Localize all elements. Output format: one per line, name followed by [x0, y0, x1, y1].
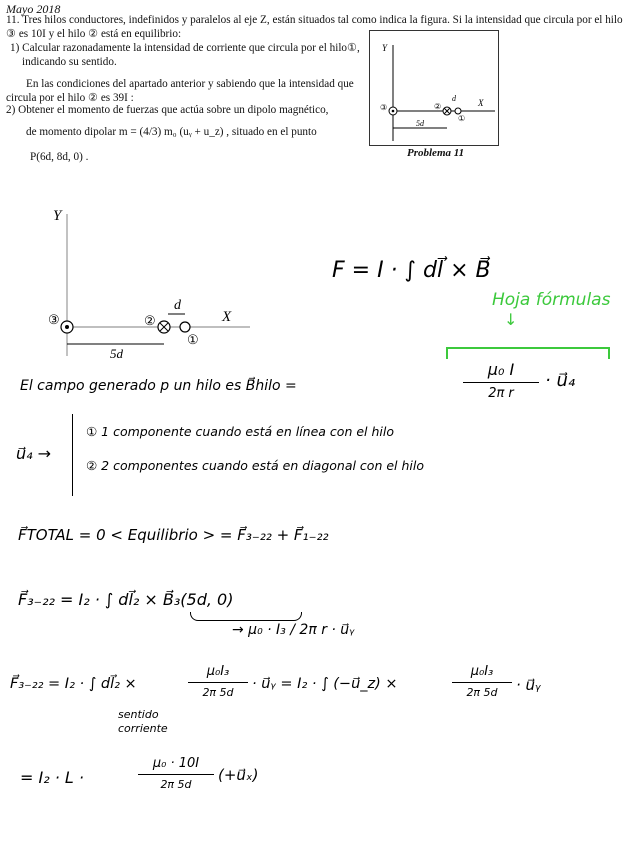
large-wire3-label: ③: [48, 312, 60, 327]
large-wire1-label: ①: [187, 332, 199, 347]
formula-sheet-bracket: [446, 347, 610, 359]
bhilo-intro: El campo generado p un hilo es B⃗hilo =: [20, 378, 297, 394]
small-y-label: Y: [382, 43, 388, 53]
f3b-fraction-bar: [188, 682, 248, 683]
large-d-label: d: [174, 298, 181, 313]
final-denominator: 2π 5d: [160, 778, 192, 791]
header-date: Mayo 2018: [6, 2, 61, 16]
u4-brace: [72, 414, 73, 496]
question-2-text-b: de momento dipolar m = (4/3) m₀ (uᵧ + u_z) , situado en el punto: [26, 126, 317, 138]
f3b-end: · u⃗ᵧ: [516, 676, 541, 694]
question-2-point: [30, 151, 390, 165]
question-1-text: 1) Calcular razonadamente la intensidad de corriente que circula por el hilo①, indicando su sentido.: [10, 42, 360, 68]
bhilo-numerator: μ₀ I: [487, 360, 515, 379]
f3b-numerator-2: μ₀I₃: [470, 664, 494, 679]
small-wire1-label: ①: [458, 114, 466, 123]
f3b-denominator-2: 2π 5d: [466, 686, 498, 699]
condition-text: En las condiciones del apartado anterior y sabiendo que la intensidad que circula por el hilo ② es 39I :: [6, 78, 354, 104]
large-wire3-dot: [65, 325, 69, 329]
large-figure-svg: [40, 198, 265, 358]
f3b-numerator: μ₀I₃: [206, 664, 230, 679]
final-numerator: μ₀ · 10I: [152, 756, 200, 771]
small-d-label: d: [452, 94, 456, 103]
problem-statement: [6, 14, 631, 41]
f3b-denominator: 2π 5d: [202, 686, 234, 699]
figure-caption: Problema 11: [407, 147, 465, 159]
f3-equation: F⃗₃₋₂₂ = I₂ · ∫ dl⃗₂ × B⃗₃(5d, 0): [18, 590, 234, 609]
u4-case-1: ① 1 componente cuando está en línea con el hilo: [86, 424, 395, 439]
f3b-middle: · u⃗ᵧ = I₂ · ∫ (−u⃗_z) ×: [252, 676, 398, 692]
f3b-left: F⃗₃₋₂₂ = I₂ · ∫ dl⃗₂ ×: [10, 676, 137, 692]
f3b-fraction-bar-2: [452, 682, 512, 683]
problem-figure-small: [369, 30, 499, 146]
f3-field-expression: → μ₀ · I₃ / 2π r · u⃗ᵧ: [232, 622, 355, 638]
large-y-label: Y: [53, 208, 62, 224]
bhilo-fraction-bar: [463, 382, 539, 383]
question-2-text-c: P(6d, 8d, 0) .: [30, 151, 89, 163]
large-wire1-marker: [180, 322, 190, 332]
f3-underbrace: [190, 612, 302, 621]
statement-text: 11. Tres hilos conductores, indefinidos y paralelos al eje Z, están situados tal como indica la figura. Si la intensidad que circula por el hilo ③ es 10I y el hilo ② está en equilibrio:: [6, 14, 623, 40]
small-wire2-label: ②: [434, 102, 442, 111]
condition-paragraph: [6, 78, 366, 105]
question-2-moment: [26, 126, 366, 140]
large-x-label: X: [222, 309, 232, 325]
small-x-label: X: [478, 98, 484, 108]
hoja-formulas-label: Hoja fórmulas: [492, 290, 611, 310]
u4-label: u⃗₄ →: [16, 444, 52, 463]
small-figure-svg: [370, 31, 498, 145]
force-formula: F = I · ∫ dl⃗ × B⃗: [332, 258, 491, 283]
hoja-arrow: ↓: [504, 310, 518, 329]
question-2-text-a: 2) Obtener el momento de fuerzas que actúa sobre un dipolo magnético,: [6, 104, 329, 116]
small-wire3-dot: [392, 110, 395, 113]
u4-case-2: ② 2 componentes cuando está en diagonal con el hilo: [86, 458, 425, 473]
ftotal-equation: F⃗TOTAL = 0 < Equilibrio > = F⃗₃₋₂₂ + F⃗₁₋₂₂: [18, 526, 329, 544]
sentido-annotation: sentido corriente: [118, 708, 168, 735]
bhilo-denominator: 2π r: [488, 386, 514, 401]
large-wire2-label: ②: [144, 313, 156, 328]
final-left: = I₂ · L ·: [20, 768, 84, 787]
large-5d-label: 5d: [110, 346, 123, 358]
small-5d-label: 5d: [416, 119, 424, 128]
small-wire3-label: ③: [380, 103, 388, 112]
question-2: [6, 104, 366, 118]
bhilo-unit-vector: · u⃗₄: [545, 370, 576, 391]
final-fraction-bar: [138, 774, 214, 775]
question-1: [6, 42, 366, 69]
final-direction: (+u⃗ₓ): [218, 766, 259, 784]
